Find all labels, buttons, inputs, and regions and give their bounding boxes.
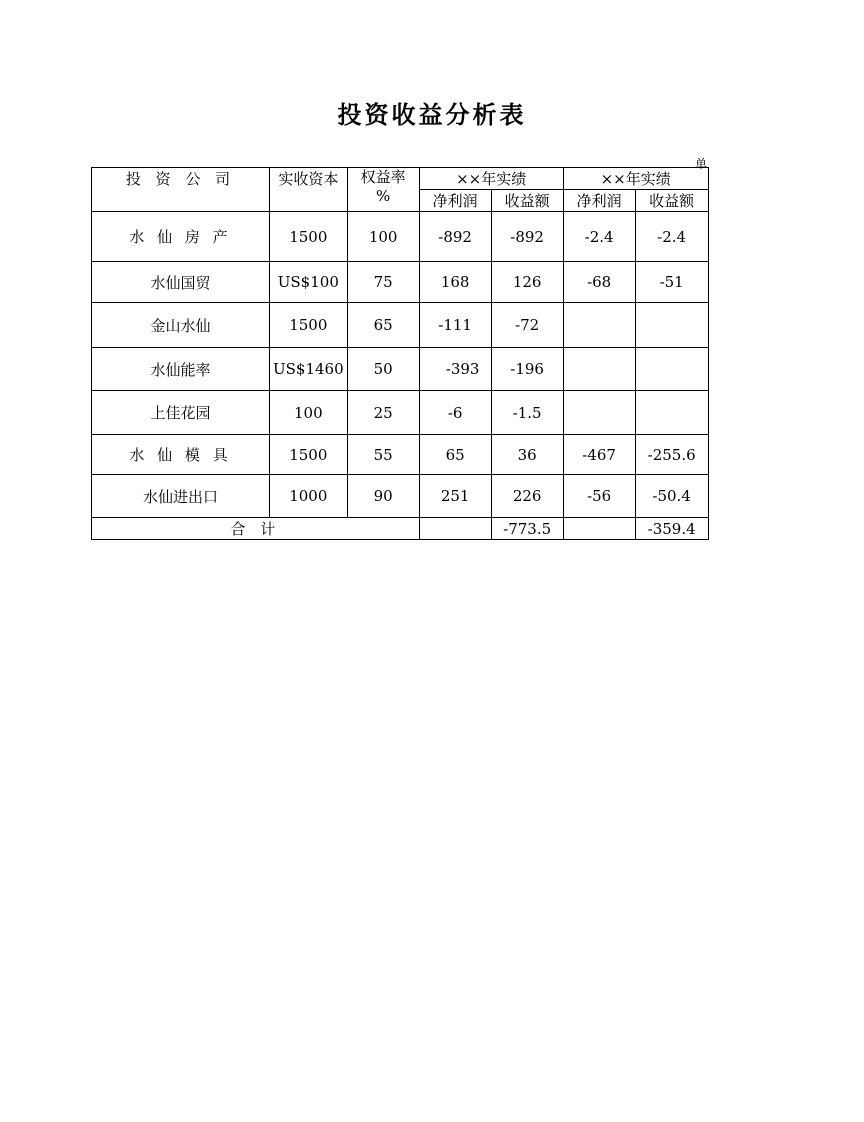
capital-cell: 1500 [270,435,348,475]
rate-cell: 55 [347,435,419,475]
page-title: 投资收益分析表 [337,101,527,129]
header-equity-rate-line1: 权益率 [360,168,406,186]
company-cell: 水仙能率 [92,348,270,391]
company-cell: 水仙国贸 [92,262,270,303]
investment-income-table [91,167,709,540]
p1-net-cell: 168 [419,262,491,303]
capital-cell: 1500 [270,303,348,348]
company-cell: 金山水仙 [92,303,270,348]
p1-income-cell: 226 [491,475,563,518]
p1-income-cell: -72 [491,303,563,348]
p1-net-cell: -892 [419,212,491,262]
table-row [92,391,709,435]
rate-cell: 50 [347,348,419,391]
p2-net-cell [563,391,635,435]
capital-cell: 1000 [270,475,348,518]
company-cell: 上佳花园 [92,391,270,435]
p2-income-cell: -50.4 [635,475,708,518]
header-p1-income: 收益额 [491,190,563,212]
rate-cell: 25 [347,391,419,435]
rate-cell: 65 [347,303,419,348]
p2-income-cell: -51 [635,262,708,303]
header-period-1: ××年实绩 [419,168,563,190]
capital-cell: 1500 [270,212,348,262]
total-p1-net [419,518,491,540]
p2-income-cell: -2.4 [635,212,708,262]
p1-net-cell: -393 [419,348,491,391]
table-row [92,262,709,303]
p2-net-cell: -56 [563,475,635,518]
capital-cell: US$100 [270,262,348,303]
header-equity-rate [347,168,419,212]
p2-net-cell: -68 [563,262,635,303]
p2-net-cell [563,348,635,391]
p2-net-cell [563,303,635,348]
rate-cell: 100 [347,212,419,262]
header-company: 投 资 公 司 [92,168,270,212]
header-p2-income: 收益额 [635,190,708,212]
p2-income-cell [635,391,708,435]
total-p2-net [563,518,635,540]
p1-income-cell: 36 [491,435,563,475]
header-period-2: ××年实绩 [563,168,708,190]
p1-income-cell: -892 [491,212,563,262]
header-p1-net-profit: 净利润 [419,190,491,212]
company-cell: 水仙进出口 [92,475,270,518]
table-row [92,348,709,391]
p2-income-cell [635,303,708,348]
unit-note: 单 [695,157,708,171]
p1-net-cell: 251 [419,475,491,518]
table-row [92,303,709,348]
capital-cell: 100 [270,391,348,435]
rate-cell: 75 [347,262,419,303]
total-p1-income: -773.5 [491,518,563,540]
company-cell: 水 仙 模 具 [92,435,270,475]
header-equity-rate-line2: % [376,187,391,205]
header-capital: 实收资本 [270,168,348,212]
p2-income-cell [635,348,708,391]
total-p2-income: -359.4 [635,518,708,540]
p1-net-cell: -111 [419,303,491,348]
capital-cell: US$1460 [270,348,348,391]
p1-income-cell: -196 [491,348,563,391]
p2-net-cell: -467 [563,435,635,475]
total-row [92,518,709,540]
company-cell: 水 仙 房 产 [92,212,270,262]
p1-net-cell: 65 [419,435,491,475]
p1-income-cell: -1.5 [491,391,563,435]
table-row [92,212,709,262]
table-row [92,475,709,518]
p1-income-cell: 126 [491,262,563,303]
header-row-1 [92,168,709,190]
p1-net-cell: -6 [419,391,491,435]
total-label: 合 计 [92,518,420,540]
rate-cell: 90 [347,475,419,518]
p2-income-cell: -255.6 [635,435,708,475]
table-row [92,435,709,475]
p2-net-cell: -2.4 [563,212,635,262]
header-p2-net-profit: 净利润 [563,190,635,212]
